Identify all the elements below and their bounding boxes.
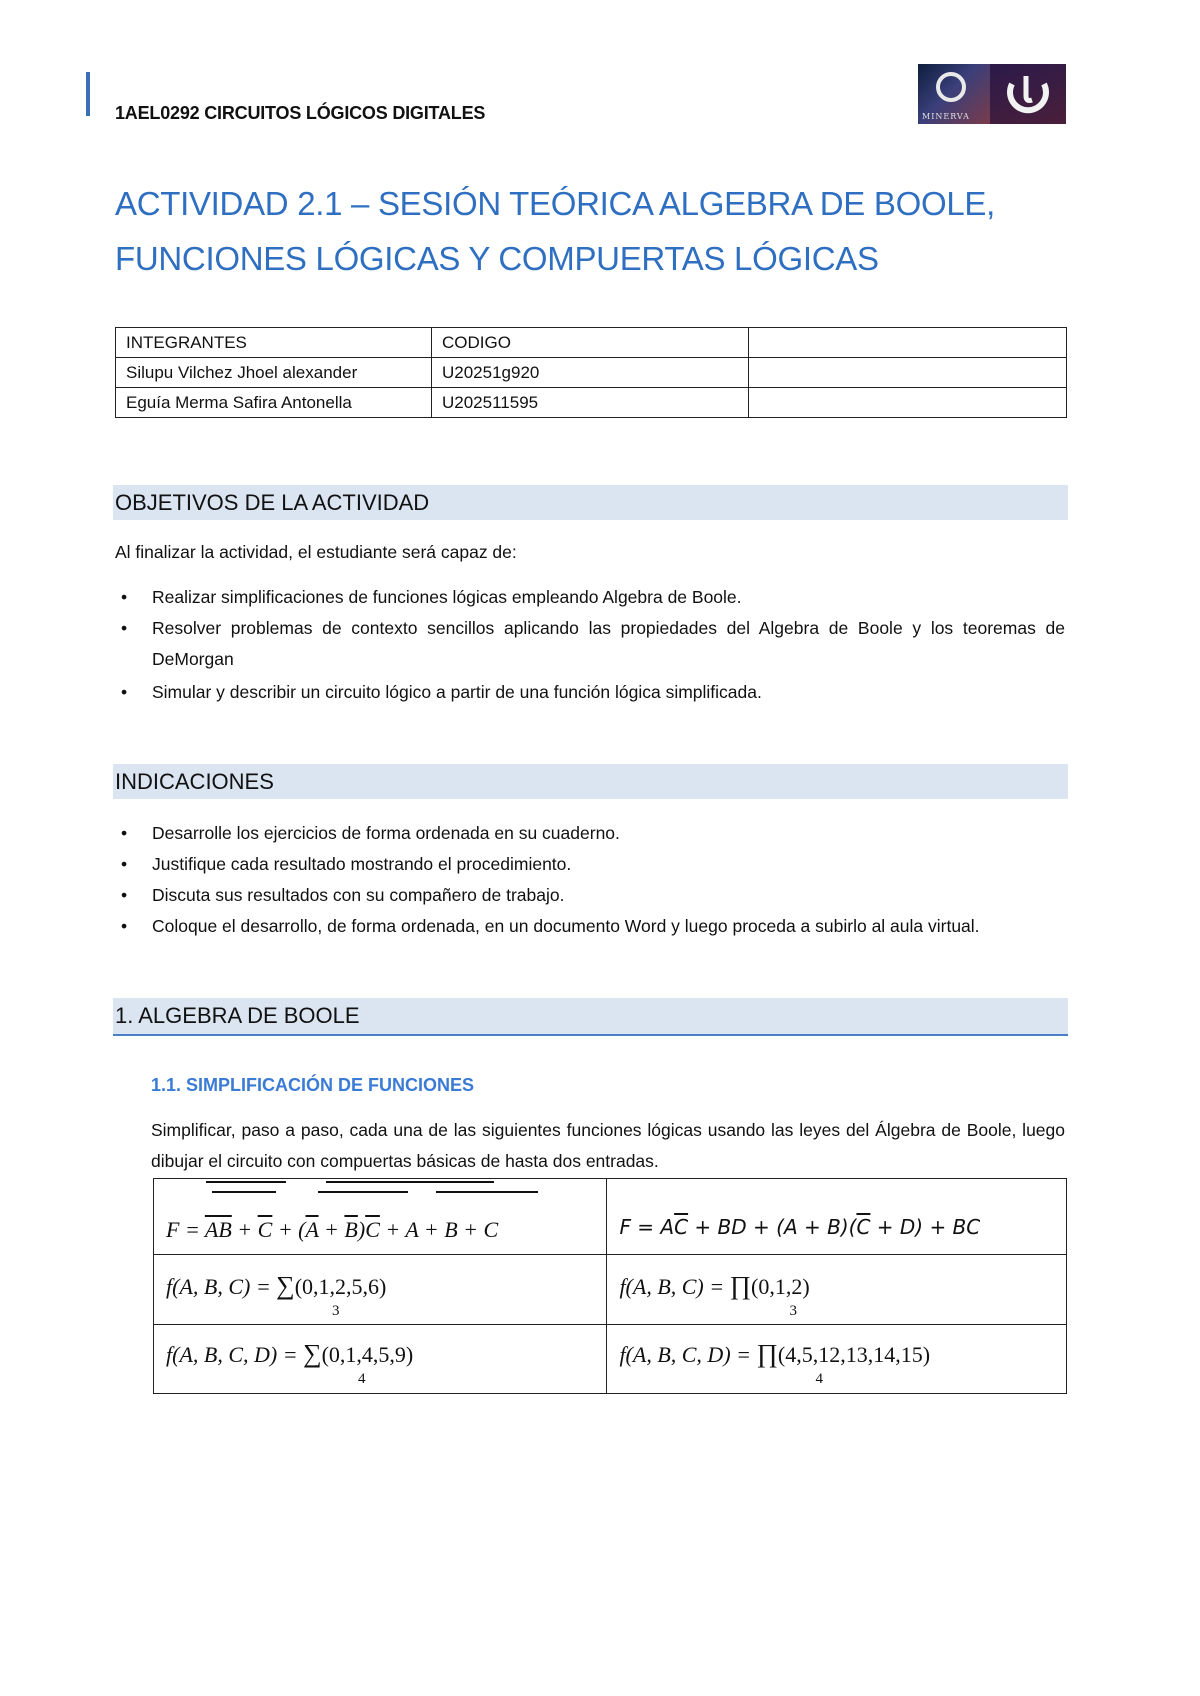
minerva-logo [918,64,990,124]
list-item: • Discuta sus resultados con su compañero de trabajo. [115,880,1065,911]
table-row [154,1325,1067,1394]
function-cell-5 [154,1325,607,1394]
table-cell [749,388,1067,418]
table-cell [749,358,1067,388]
table-cell: Silupu Vilchez Jhoel alexander [116,358,432,388]
page-title-line1: ACTIVIDAD 2.1 – SESIÓN TEÓRICA ALGEBRA DE BOOLE, [115,185,995,222]
function-2-expression: $A\overline{C}$ + BD + $(A + B)(\overline{C} + D)$ + BC [660,1215,981,1239]
table-row [154,1255,1067,1325]
list-item: • Coloque el desarrollo, de forma ordenada, en un documento Word y luego proceda a subirlo al aula virtual. [115,911,1065,942]
list-item: • Desarrolle los ejercicios de forma ordenada en su cuaderno. [115,818,1065,849]
table-cell: U202511595 [432,388,749,418]
variable-count: 3 [789,1303,797,1319]
section-algebra-heading: 1. ALGEBRA DE BOOLE [113,998,1068,1036]
table-row [154,1179,1067,1255]
function-lhs: f(A, B, C) = [166,1274,277,1299]
minterms: (0,1,2,5,6) [294,1274,387,1299]
function-lhs: f(A, B, C, D) = [619,1342,757,1367]
maxterms: (0,1,2) [751,1274,810,1299]
function-cell-4 [607,1255,1067,1325]
institution-logos [918,64,1066,124]
function-lhs: f(A, B, C) = [619,1274,730,1299]
table-header: INTEGRANTES [116,328,432,358]
function-1-expression: $\overline{AB} + \overline{C} + (\overline{A} + \overline{B})\overline{C} + A + B + C$ [204,1217,499,1242]
variable-count: 3 [332,1303,340,1319]
function-lhs: F = [166,1217,205,1242]
variable-count: 4 [358,1371,366,1387]
sum-operator: ∑ [303,1339,322,1368]
list-item: • Resolver problemas de contexto sencillos aplicando las propiedades del Algebra de Boole y los teoremas de DeMorgan [115,613,1065,675]
instructions-text: Simplificar, paso a paso, cada una de las siguientes funciones lógicas usando las leyes del Álgebra de Boole, luego dibujar el circuito con compuertas básicas de hasta dos entradas. [151,1120,1065,1171]
maxterms: (4,5,12,13,14,15) [777,1342,931,1367]
product-operator: ∏ [729,1271,752,1300]
list-item: • Realizar simplificaciones de funciones lógicas empleando Algebra de Boole. [115,582,1065,613]
sum-operator: ∑ [276,1271,295,1300]
table-cell: Eguía Merma Safira Antonella [116,388,432,418]
list-item: • Simular y describir un circuito lógico a partir de una función lógica simplificada. [115,677,1065,708]
minterms: (0,1,4,5,9) [321,1342,414,1367]
function-cell-1 [154,1179,607,1255]
function-cell-3 [154,1255,607,1325]
indications-heading: INDICACIONES [113,764,1068,799]
function-cell-2 [607,1179,1067,1255]
header-accent-bar [86,72,90,116]
list-item: • Justifique cada resultado mostrando el procedimiento. [115,849,1065,880]
variable-count: 4 [815,1371,823,1387]
function-lhs: F = [619,1215,661,1239]
objectives-list [115,582,1065,708]
subsection-heading: 1.1. SIMPLIFICACIÓN DE FUNCIONES [151,1075,475,1095]
function-cell-6 [607,1325,1067,1394]
page-title-line2: FUNCIONES LÓGICAS Y COMPUERTAS LÓGICAS [115,240,879,277]
function-lhs: f(A, B, C, D) = [166,1342,304,1367]
table-row [116,358,1067,388]
objectives-intro: Al finalizar la actividad, el estudiante será capaz de: [115,542,517,562]
table-header: CODIGO [432,328,749,358]
table-cell: U20251g920 [432,358,749,388]
members-table [115,327,1067,418]
course-title: 1AEL0292 CIRCUITOS LÓGICOS DIGITALES [115,103,486,123]
indications-list [115,818,1065,942]
page-title [115,176,1075,286]
upc-logo [990,64,1066,124]
minerva-logo-text: MINERVA [922,112,970,121]
functions-table [153,1178,1067,1394]
objectives-heading: OBJETIVOS DE LA ACTIVIDAD [113,485,1068,520]
table-row [116,388,1067,418]
table-row [116,328,1067,358]
table-header [749,328,1067,358]
product-operator: ∏ [756,1339,778,1368]
